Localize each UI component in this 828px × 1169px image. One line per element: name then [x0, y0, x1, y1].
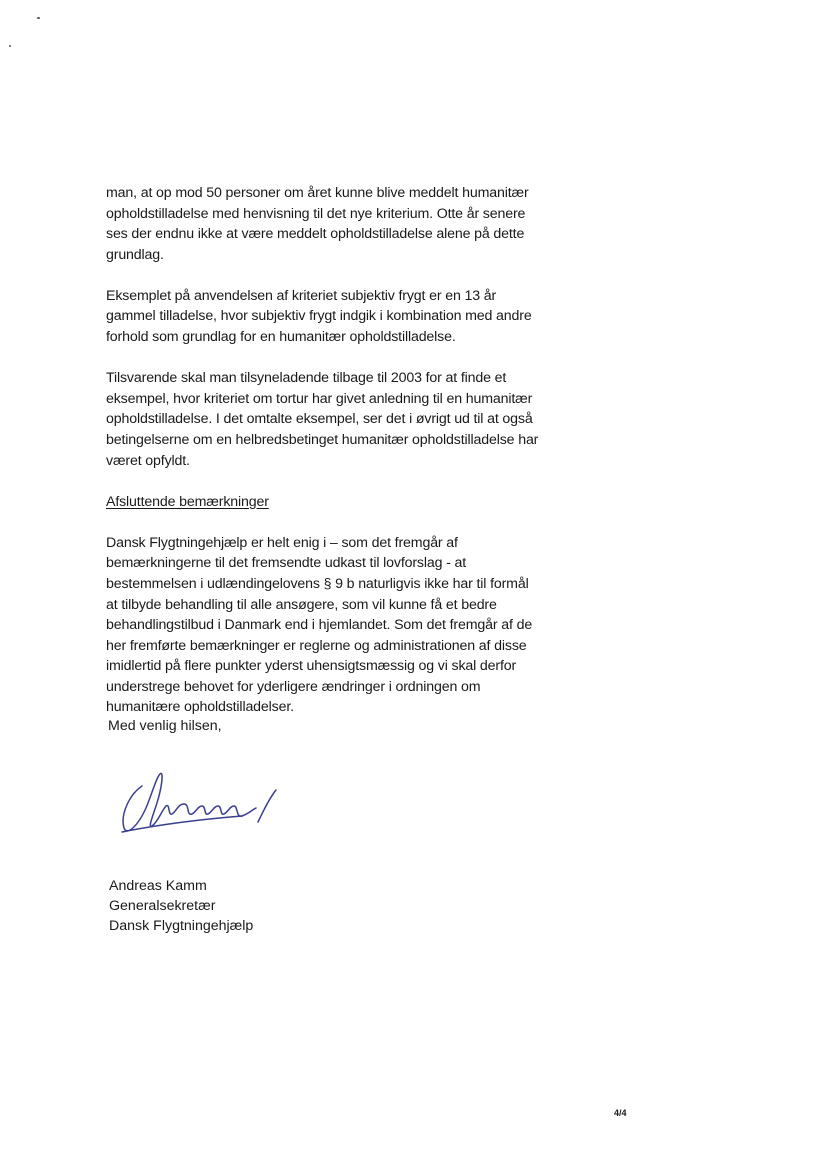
text-line: at tilbyde behandling til alle ansøgere, som vil kunne få et bedre	[106, 596, 497, 613]
salutation: Med venlig hilsen,	[108, 718, 222, 734]
signer-organization: Dansk Flygtningehjælp	[109, 917, 254, 934]
text-line: grundlag.	[106, 246, 164, 263]
text-line: Dansk Flygtningehjælp er helt enig i – som det fremgår af	[106, 534, 458, 551]
text-line: bestemmelsen i udlændingelovens § 9 b naturligvis ikke har til formål	[106, 575, 529, 592]
text-line: humanitære opholdstilladelser.	[106, 699, 294, 716]
text-line: Eksemplet på anvendelsen af kriteriet subjektiv frygt er en 13 år	[106, 287, 497, 304]
paragraph-3	[106, 368, 586, 471]
text-line: betingelserne om en helbredsbetinget humanitær opholdstilladelse har	[106, 431, 539, 448]
text-line: forhold som grundlag for en humanitær opholdstilladelse.	[106, 329, 456, 346]
text-line: opholdstilladelse med henvisning til det nye kriterium. Otte år senere	[106, 205, 526, 222]
text-line: her fremførte bemærkninger er reglerne og administrationen af disse	[106, 637, 527, 654]
letter-body	[106, 183, 586, 739]
text-line: man, at op mod 50 personer om året kunne blive meddelt humanitær	[106, 185, 529, 201]
signer-title: Generalsekretær	[109, 897, 216, 914]
paragraph-1	[106, 183, 586, 265]
paragraph-2	[106, 286, 586, 348]
signer-block	[109, 877, 253, 936]
text-line: ses der endnu ikke at være meddelt opholdstilladelse alene på dette	[106, 226, 525, 243]
closing-paragraph	[106, 533, 586, 718]
text-line: behandlingstilbud i Danmark end i hjemlandet. Som det fremgår af de	[106, 617, 533, 634]
handwritten-signature	[112, 766, 292, 846]
text-line: Tilsvarende skal man tilsyneladende tilbage til 2003 for at finde et	[106, 370, 507, 387]
text-line: imidlertid på flere punkter yderst uhensigtsmæssig og vi skal derfor	[106, 658, 517, 675]
text-line: eksempel, hvor kriteriet om tortur har givet anledning til en humanitær	[106, 390, 533, 407]
text-line: understrege behovet for yderligere ændringer i ordningen om	[106, 678, 481, 695]
text-line: opholdstilladelse. I det omtalte eksempel, ser det i øvrigt ud til at også	[106, 411, 533, 428]
section-heading: Afsluttende bemærkninger	[106, 493, 269, 510]
scan-speck	[37, 17, 40, 19]
text-line: bemærkningerne til det fremsendte udkast til lovforslag - at	[106, 555, 467, 572]
text-line: gammel tilladelse, hvor subjektiv frygt indgik i kombination med andre	[106, 308, 532, 325]
scan-speck	[9, 45, 11, 47]
text-line: været opfyldt.	[106, 452, 190, 469]
page-number: 4/4	[614, 1108, 627, 1118]
signer-name: Andreas Kamm	[109, 878, 207, 894]
